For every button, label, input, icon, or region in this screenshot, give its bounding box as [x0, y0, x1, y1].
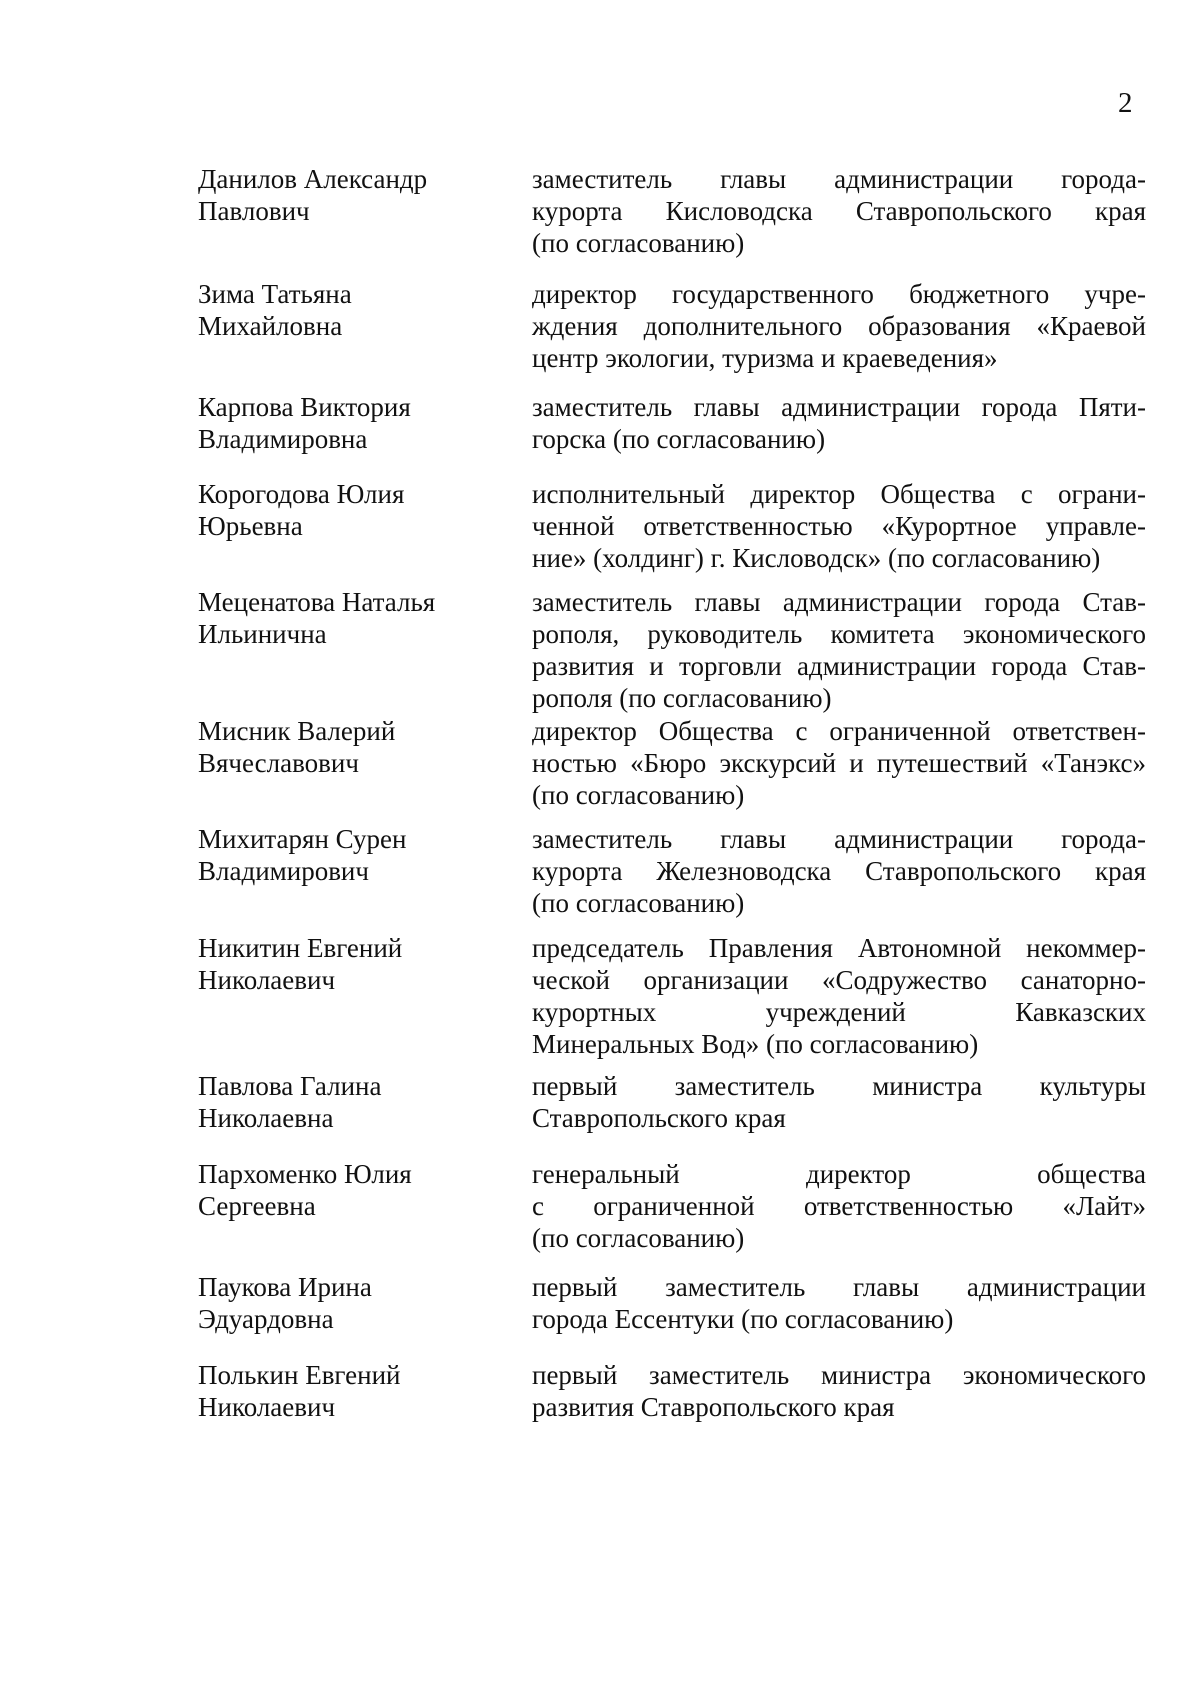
member-name-line: Вячеславович — [198, 748, 359, 778]
member-name-line: Владимировна — [198, 424, 368, 454]
member-position — [532, 1271, 1146, 1335]
member-name — [198, 1158, 508, 1222]
member-position-line: заместитель главы администрации города- — [532, 164, 1146, 194]
member-position-line: ченной ответственностью «Курортное управле- — [532, 511, 1146, 541]
member-position-line: центр экологии, туризма и краеведения» — [532, 343, 998, 373]
member-name-line: Пархоменко Юлия — [198, 1159, 412, 1189]
member-name-line: Полькин Евгений — [198, 1360, 401, 1390]
member-position-line: курорта Железноводска Ставропольского края — [532, 856, 1146, 886]
member-position-line: (по согласованию) — [532, 228, 745, 258]
member-position-line: заместитель главы администрации города Пяти- — [532, 392, 1146, 422]
member-name-line: Юрьевна — [198, 511, 303, 541]
member-position — [532, 478, 1146, 574]
member-name-line: Зима Татьяна — [198, 279, 352, 309]
member-position-line: ние» (холдинг) г. Кисловодск» (по согласованию) — [532, 543, 1101, 573]
member-name — [198, 278, 508, 342]
member-name-line: Николаевич — [198, 965, 336, 995]
member-position-line: Ставропольского края — [532, 1103, 786, 1133]
member-name-line: Павлова Галина — [198, 1071, 382, 1101]
member-name — [198, 163, 508, 227]
member-name-line: Паукова Ирина — [198, 1272, 372, 1302]
member-name-line: Павлович — [198, 196, 310, 226]
member-name-line: Михитарян Сурен — [198, 824, 407, 854]
member-position-line: заместитель главы администрации города- — [532, 824, 1146, 854]
member-position — [532, 586, 1146, 714]
member-name — [198, 391, 508, 455]
member-name-line: Михайловна — [198, 311, 343, 341]
member-name — [198, 823, 508, 887]
member-position — [532, 1070, 1146, 1134]
page-number: 2 — [1118, 87, 1133, 119]
member-name-line: Карпова Виктория — [198, 392, 411, 422]
member-name-line: Меценатова Наталья — [198, 587, 436, 617]
member-position-line: горска (по согласованию) — [532, 424, 826, 454]
member-position-line: (по согласованию) — [532, 888, 745, 918]
member-name-line: Корогодова Юлия — [198, 479, 405, 509]
member-position-line: курортных учреждений Кавказских — [532, 997, 1146, 1027]
member-position — [532, 163, 1146, 259]
member-name — [198, 478, 508, 542]
member-position-line: города Ессентуки (по согласованию) — [532, 1304, 954, 1334]
member-name — [198, 1359, 508, 1423]
member-name-line: Николаевич — [198, 1392, 336, 1422]
member-position-line: заместитель главы администрации города Став- — [532, 587, 1146, 617]
member-name-line: Эдуардовна — [198, 1304, 334, 1334]
member-position-line: (по согласованию) — [532, 1223, 745, 1253]
member-position-line: первый заместитель министра экономического — [532, 1360, 1146, 1390]
member-position — [532, 715, 1146, 811]
member-name — [198, 932, 508, 996]
member-position-line: рополя (по согласованию) — [532, 683, 832, 713]
member-position-line: генеральный директор общества — [532, 1159, 1146, 1189]
member-position — [532, 932, 1146, 1060]
member-position-line: курорта Кисловодска Ставропольского края — [532, 196, 1146, 226]
member-name — [198, 1070, 508, 1134]
member-position — [532, 1359, 1146, 1423]
member-name-line: Данилов Александр — [198, 164, 428, 194]
member-position-line: Минеральных Вод» (по согласованию) — [532, 1029, 979, 1059]
member-position-line: развития и торговли администрации города Став- — [532, 651, 1146, 681]
member-position-line: первый заместитель главы администрации — [532, 1272, 1146, 1302]
member-position-line: ческой организации «Содружество санаторно- — [532, 965, 1146, 995]
member-position — [532, 823, 1146, 919]
member-position-line: с ограниченной ответственностью «Лайт» — [532, 1191, 1146, 1221]
member-position-line: (по согласованию) — [532, 780, 745, 810]
member-position-line: рополя, руководитель комитета экономического — [532, 619, 1146, 649]
member-position-line: директор государственного бюджетного учре- — [532, 279, 1146, 309]
member-name-line: Ильинична — [198, 619, 327, 649]
member-name-line: Владимирович — [198, 856, 369, 886]
member-position-line: первый заместитель министра культуры — [532, 1071, 1146, 1101]
member-name — [198, 1271, 508, 1335]
member-position-line: ностью «Бюро экскурсий и путешествий «Танэкс» — [532, 748, 1146, 778]
member-name — [198, 586, 508, 650]
member-position — [532, 391, 1146, 455]
member-name — [198, 715, 508, 779]
member-name-line: Сергеевна — [198, 1191, 316, 1221]
member-name-line: Никитин Евгений — [198, 933, 403, 963]
member-position-line: исполнительный директор Общества с ограни- — [532, 479, 1146, 509]
member-name-line: Николаевна — [198, 1103, 334, 1133]
member-position-line: ждения дополнительного образования «Краевой — [532, 311, 1146, 341]
member-position-line: председатель Правления Автономной некоммер- — [532, 933, 1146, 963]
member-position — [532, 278, 1146, 374]
member-name-line: Мисник Валерий — [198, 716, 396, 746]
member-position-line: развития Ставропольского края — [532, 1392, 895, 1422]
member-position — [532, 1158, 1146, 1254]
member-position-line: директор Общества с ограниченной ответствен- — [532, 716, 1146, 746]
